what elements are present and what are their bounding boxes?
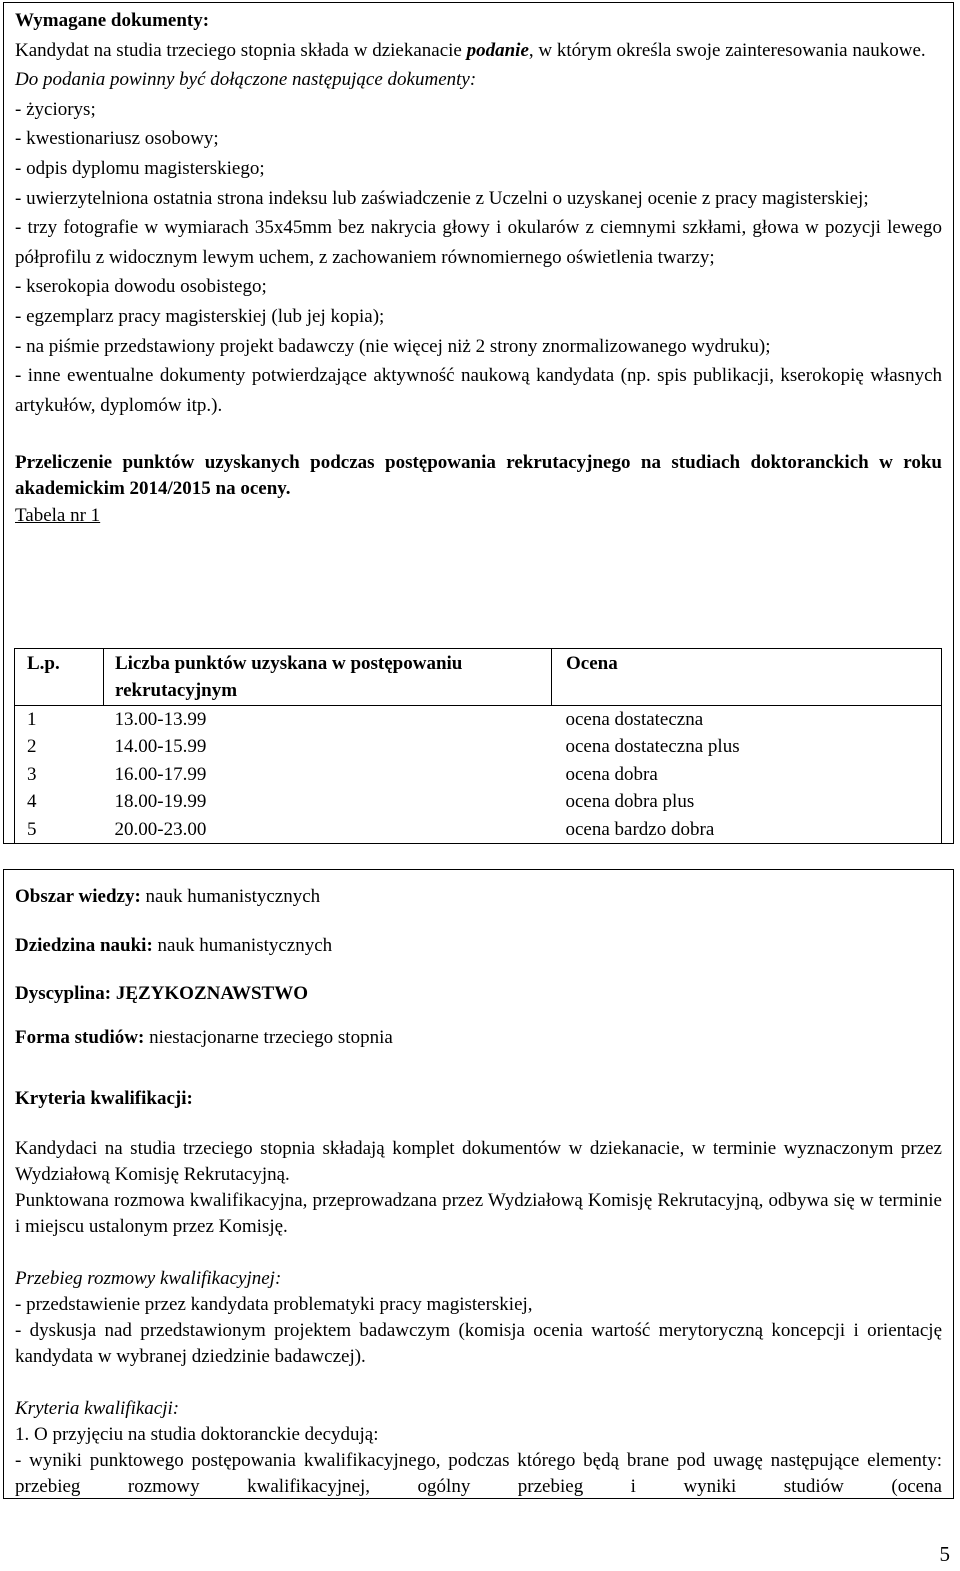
cell-points: 13.00-13.99 bbox=[114, 708, 207, 730]
required-docs-intro: Kandydat na studia trzeciego stopnia składa w dziekanacie podanie, w którym określa swoje zainteresowania naukowe. bbox=[15, 39, 926, 61]
interview-heading: Przebieg rozmowy kwalifikacyjnej: bbox=[15, 1267, 282, 1289]
list-item: - egzemplarz pracy magisterskiej (lub jej kopia); bbox=[15, 305, 385, 327]
cell-points: 18.00-19.99 bbox=[114, 791, 207, 813]
cell-grade: ocena dostateczna plus bbox=[552, 733, 942, 761]
conversion-title: Przeliczenie punktów uzyskanych podczas postępowania rekrutacyjnego na studiach doktoranckich w roku akademickim 2014/2015 na oceny. bbox=[15, 451, 942, 499]
list-item: - kwestionariusz osobowy; bbox=[15, 128, 219, 150]
criteria-heading: Kryteria kwalifikacji: bbox=[15, 1088, 193, 1110]
header-grade: Ocena bbox=[552, 649, 942, 706]
list-item: - na piśmie przedstawiony projekt badawczy (nie więcej niż 2 strony znormalizowanego wydruku); bbox=[15, 335, 771, 357]
cell-lp: 1 bbox=[15, 705, 104, 733]
cell-lp: 3 bbox=[15, 761, 104, 789]
cell-grade: ocena dobra bbox=[552, 761, 942, 789]
criteria-para-2: Punktowana rozmowa kwalifikacyjna, przeprowadzana przez Wydziałową Komisję Rekrutacyjną, odbywa się w terminie i miejscu ustalonym przez Komisję. bbox=[15, 1189, 942, 1237]
required-docs-heading: Wymagane dokumenty: bbox=[15, 10, 210, 31]
header-lp: L.p. bbox=[15, 649, 104, 706]
list-item: - przedstawienie przez kandydata problematyki pracy magisterskiej, bbox=[15, 1293, 533, 1315]
field-dziedzina: Dziedzina nauki: nauk humanistycznych bbox=[15, 934, 333, 956]
list-item: - dyskusja nad przedstawionym projektem badawczym (komisja ocenia wartość merytoryczną koncepcji i orientację kandydata w wybranej dziedzinie badawczej). bbox=[15, 1319, 942, 1367]
table-row bbox=[15, 733, 942, 761]
attached-docs-heading: Do podania powinny być dołączone następujące dokumenty: bbox=[15, 69, 477, 91]
list-item: - uwierzytelniona ostatnia strona indeksu lub zaświadczenie z Uczelni o uzyskanej ocenie z pracy magisterskiej; bbox=[15, 187, 869, 209]
list-item: - trzy fotografie w wymiarach 35x45mm bez nakrycia głowy i okularów z ciemnymi szkłami, głowa w pozycji lewego półprofilu z widocznym lewym uchem, z zachowaniem równomiernego oświetlenia twarzy; bbox=[15, 217, 942, 268]
list-item: - odpis dyplomu magisterskiego; bbox=[15, 157, 265, 179]
list-item: - kserokopia dowodu osobistego; bbox=[15, 276, 267, 298]
cell-grade: ocena dostateczna bbox=[552, 705, 942, 733]
required-docs-list bbox=[15, 95, 942, 421]
table-row bbox=[15, 788, 942, 816]
field-dyscyplina: Dyscyplina: JĘZYKOZNAWSTWO bbox=[15, 983, 308, 1005]
field-forma: Forma studiów: niestacjonarne trzeciego stopnia bbox=[15, 1026, 393, 1048]
criteria2-item-2: - wyniki punktowego postępowania kwalifikacyjnego, podczas którego będą brane pod uwagę następujące elementy: przebieg rozmowy kwalifikacyjnej, ogólny przebieg i wyniki studiów (ocena bbox=[15, 1449, 942, 1497]
table-header-row bbox=[15, 649, 942, 706]
program-box bbox=[3, 869, 954, 1499]
cell-grade: ocena dobra plus bbox=[552, 788, 942, 816]
criteria-para-1: Kandydaci na studia trzeciego stopnia składają komplet dokumentów w dziekanacie, w terminie wyznaczonym przez Wydziałową Komisję Rekrutacyjną. bbox=[15, 1137, 942, 1185]
grades-table bbox=[14, 648, 942, 844]
criteria2-heading: Kryteria kwalifikacji: bbox=[15, 1397, 180, 1419]
table-row bbox=[15, 761, 942, 789]
cell-points: 14.00-15.99 bbox=[114, 736, 207, 758]
list-item: - inne ewentualne dokumenty potwierdzające aktywność naukową kandydata (np. spis publikacji, kserokopię własnych artykułów, dyplomów itp.). bbox=[15, 365, 942, 416]
cell-lp: 5 bbox=[15, 816, 104, 844]
field-obszar: Obszar wiedzy: nauk humanistycznych bbox=[15, 886, 321, 907]
table-row bbox=[15, 705, 942, 733]
podanie-emphasis: podanie bbox=[466, 39, 529, 61]
table-row bbox=[15, 816, 942, 844]
table-caption: Tabela nr 1 bbox=[15, 504, 101, 526]
cell-points: 16.00-17.99 bbox=[114, 763, 207, 785]
header-points: Liczba punktów uzyskana w postępowaniu rekrutacyjnym bbox=[104, 649, 552, 706]
cell-points: 20.00-23.00 bbox=[104, 816, 552, 844]
cell-lp: 2 bbox=[15, 733, 104, 761]
cell-lp: 4 bbox=[15, 788, 104, 816]
page-number: 5 bbox=[939, 1542, 950, 1566]
cell-grade: ocena bardzo dobra bbox=[552, 816, 942, 844]
list-item: - życiorys; bbox=[15, 98, 96, 120]
criteria2-item-1: 1. O przyjęciu na studia doktoranckie decydują: bbox=[15, 1423, 379, 1445]
